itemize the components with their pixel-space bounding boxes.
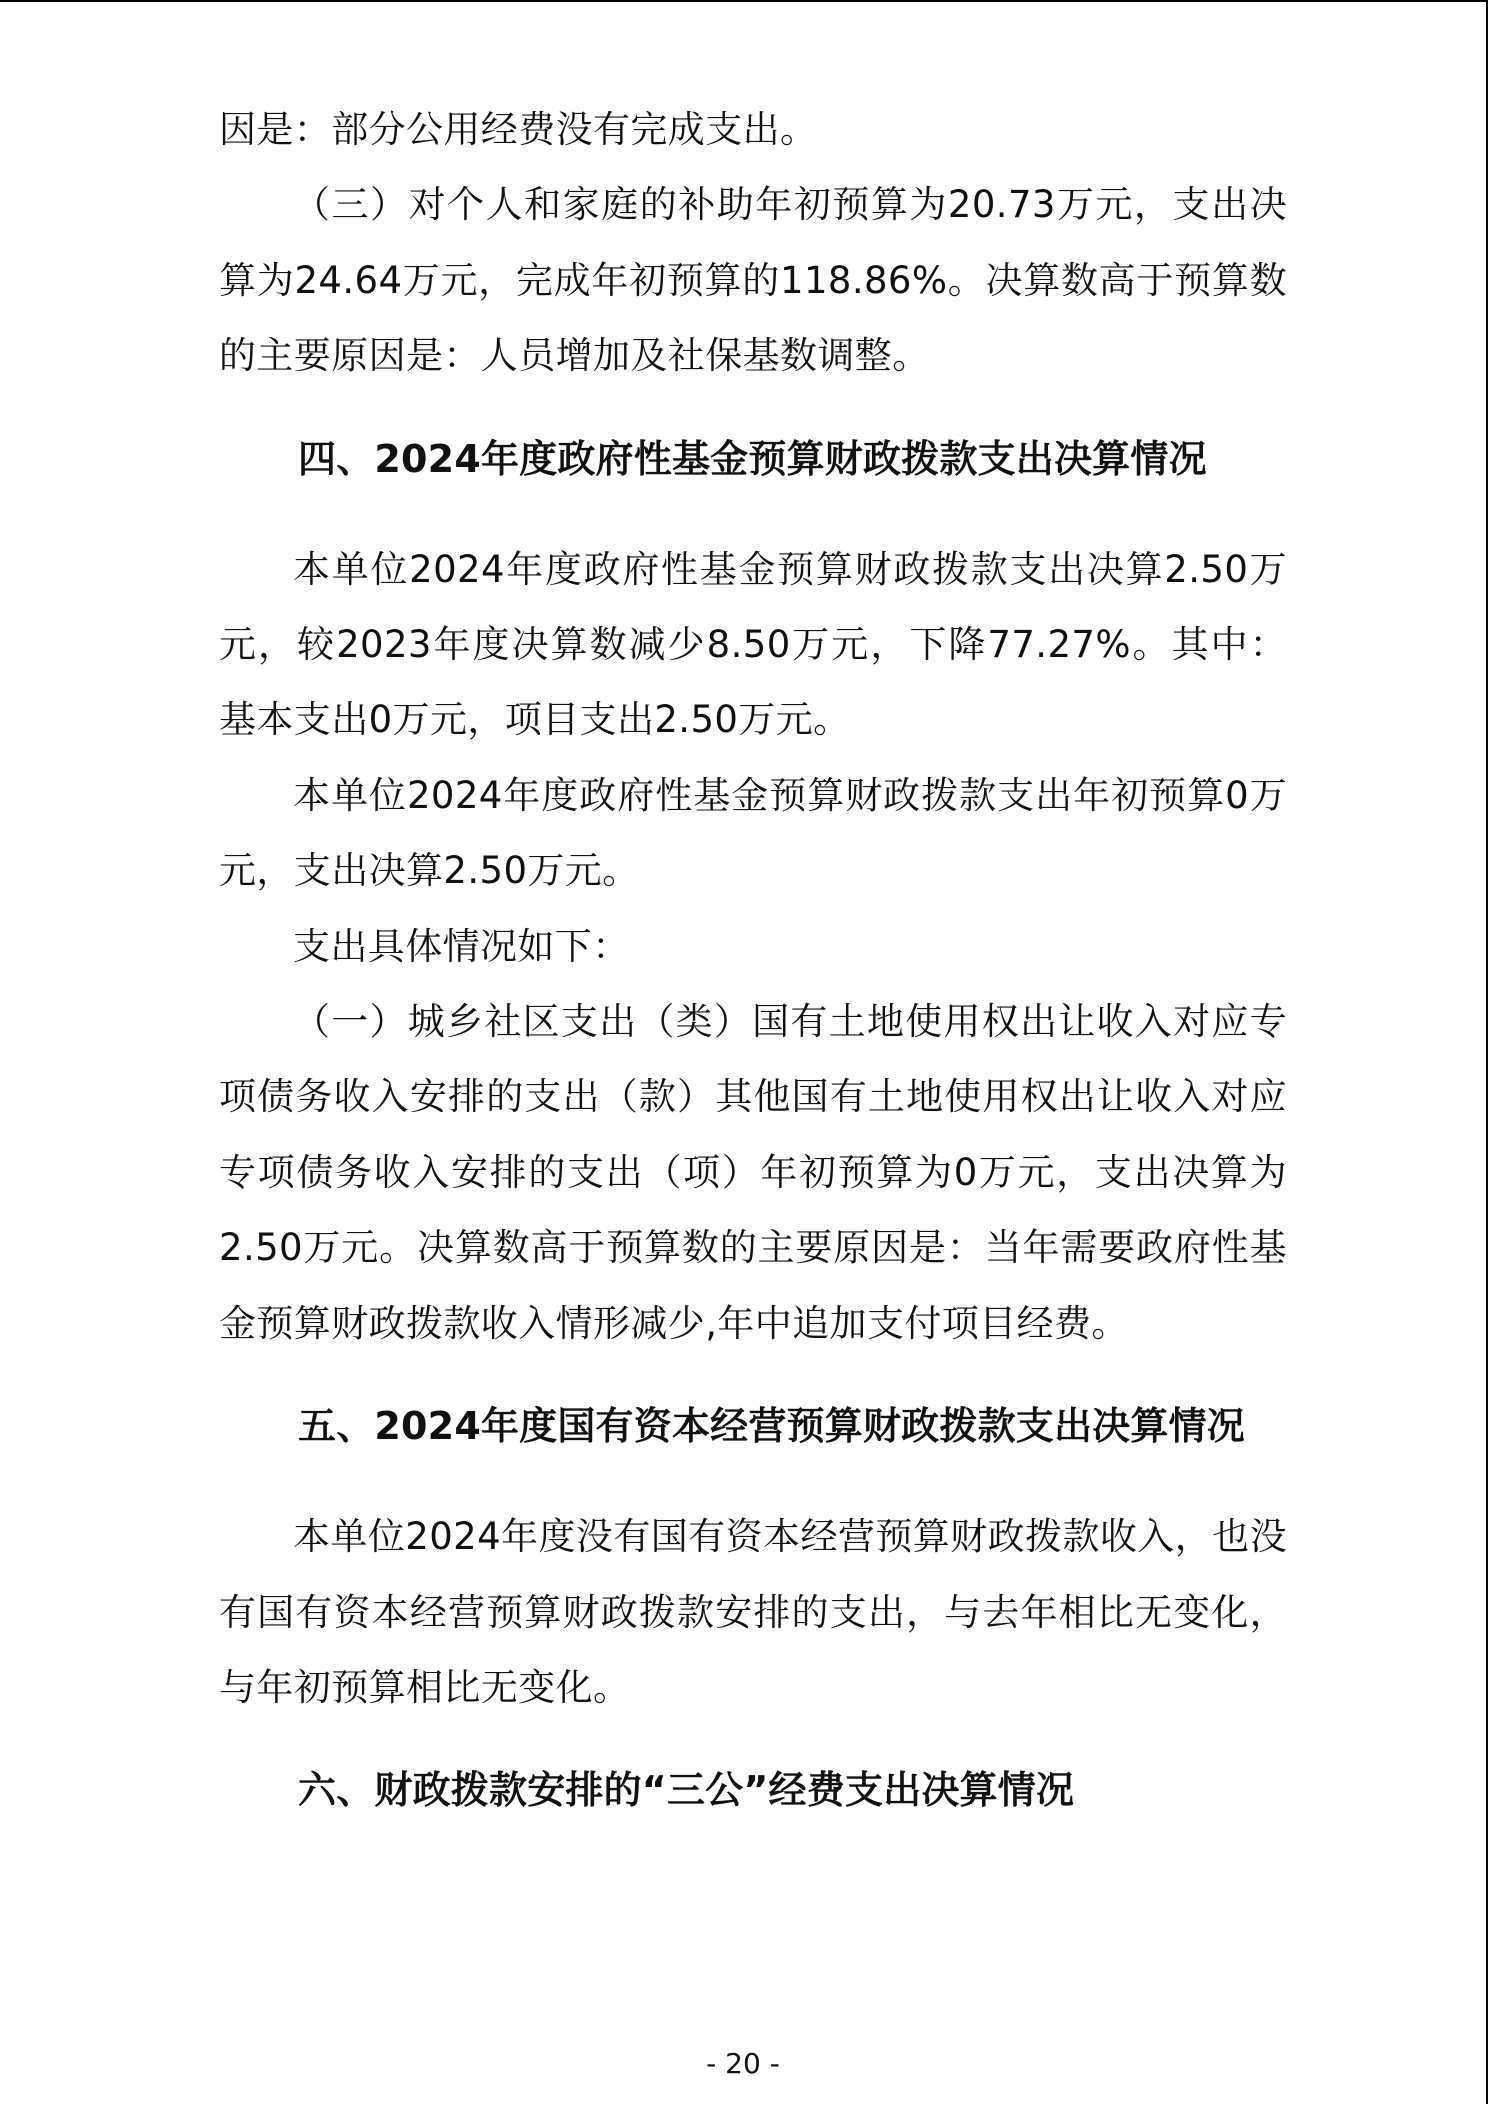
paragraph-urban-rural-community-expenditure: （一）城乡社区支出（类）国有土地使用权出让收入对应专项债务收入安排的支出（款）其他国有土地使用权出让收入对应专项债务收入安排的支出（项）年初预算为0万元，支出决算为2.50万元。决算数高于预算数的主要原因是：当年需要政府性基金预算财政拨款收入情形减少,年中追加支付项目经费。 <box>219 1000 1287 1345</box>
paragraph-fund-expenditure-total: 本单位2024年度政府性基金预算财政拨款支出决算2.50万元，较2023年度决算数减少8.50万元，下降77.27%。其中：基本支出0万元，项目支出2.50万元。 <box>219 547 1287 742</box>
paragraph-individual-family-subsidy: （三）对个人和家庭的补助年初预算为20.73万元，支出决算为24.64万元，完成年初预算的118.86%。决算数高于预算数的主要原因是：人员增加及社保基数调整。 <box>219 183 1287 378</box>
document-body <box>219 92 1287 1829</box>
paragraph-state-capital-none: 本单位2024年度没有国有资本经营预算财政拨款收入，也没有国有资本经营预算财政拨款安排的支出，与去年相比无变化，与年初预算相比无变化。 <box>219 1515 1287 1709</box>
section-heading-state-capital: 五、2024年度国有资本经营预算财政拨款支出决算情况 <box>298 1404 1245 1449</box>
section-heading-government-fund: 四、2024年度政府性基金预算财政拨款支出决算情况 <box>298 436 1207 481</box>
paragraph-expenditure-details-intro: 支出具体情况如下： <box>293 924 630 968</box>
section-heading-three-public-expenses: 六、财政拨款安排的“三公”经费支出决算情况 <box>298 1768 1075 1813</box>
paragraph-fund-initial-budget: 本单位2024年度政府性基金预算财政拨款支出年初预算0万元，支出决算2.50万元。 <box>219 773 1287 893</box>
page-number: - 20 - <box>706 2047 780 2080</box>
paragraph-continuation: 因是：部分公用经费没有完成支出。 <box>219 108 818 151</box>
